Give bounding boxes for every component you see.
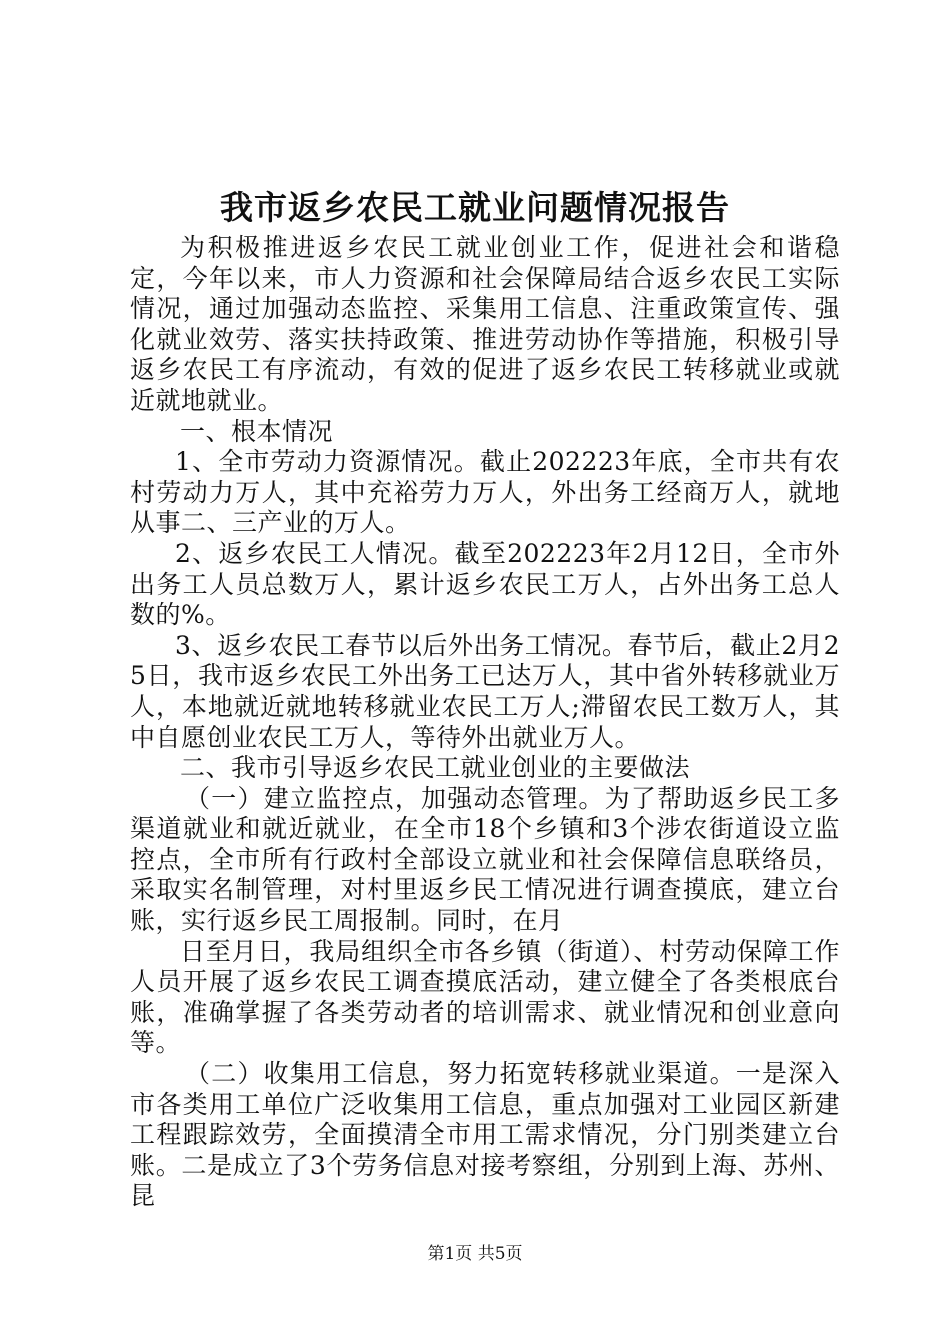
document-title: 我市返乡农民工就业问题情况报告 <box>220 188 730 227</box>
heading-main-practices: 二、我市引导返乡农民工就业创业的主要做法 <box>180 753 691 783</box>
document-body <box>130 233 840 1212</box>
paragraph-survey-activity: 日至月日，我局组织全市各乡镇（街道）、村劳动保障工作人员开展了返乡农民工调查摸底活动，建立健全了各类根底台账，准确掌握了各类劳动者的培训需求、就业情况和创业意向等。 <box>130 936 840 1058</box>
paragraph-monitoring-points: （一）建立监控点，加强动态管理。为了帮助返乡民工多渠道就业和就近就业，在全市18个乡镇和3个涉农街道设立监控点，全市所有行政村全部设立就业和社会保障信息联络员，采取实名制管理，对村里返乡民工情况进行调查摸底，建立台账，实行返乡民工周报制。同时，在月 <box>130 783 840 936</box>
heading-basic-situation: 一、根本情况 <box>180 416 334 446</box>
paragraph-spring-festival: 3、返乡农民工春节以后外出务工情况。春节后，截止2月25日，我市返乡农民工外出务工已达万人，其中省外转移就业万人，本地就近就地转移就业农民工万人;滞留农民工数万人，其中自愿创业农民工万人，等待外出就业万人。 <box>130 630 840 752</box>
paragraph-returning-workers: 2、返乡农民工人情况。截至202223年2月12日，全市外出务工人员总数万人，累计返乡农民工万人，占外出务工总人数的%。 <box>130 538 840 630</box>
paragraph-intro: 为积极推进返乡农民工就业创业工作，促进社会和谐稳定，今年以来，市人力资源和社会保障局结合返乡农民工实际情况，通过加强动态监控、采集用工信息、注重政策宣传、强化就业效劳、落实扶持政策、推进劳动协作等措施，积极引导返乡农民工有序流动，有效的促进了返乡农民工转移就业或就近就地就业。 <box>130 233 840 415</box>
paragraph-employment-info: （二）收集用工信息，努力拓宽转移就业渠道。一是深入市各类用工单位广泛收集用工信息，重点加强对工业园区新建工程跟踪效劳，全面摸清全市用工需求情况，分门别类建立台账。二是成立了3个劳务信息对接考察组，分别到上海、苏州、昆 <box>130 1059 840 1211</box>
paragraph-labor-resources: 1、全市劳动力资源情况。截止202223年底，全市共有农村劳动力万人，其中充裕劳力万人，外出务工经商万人，就地从事二、三产业的万人。 <box>130 447 840 538</box>
page-footer: 第1页 共5页 <box>427 1244 523 1264</box>
